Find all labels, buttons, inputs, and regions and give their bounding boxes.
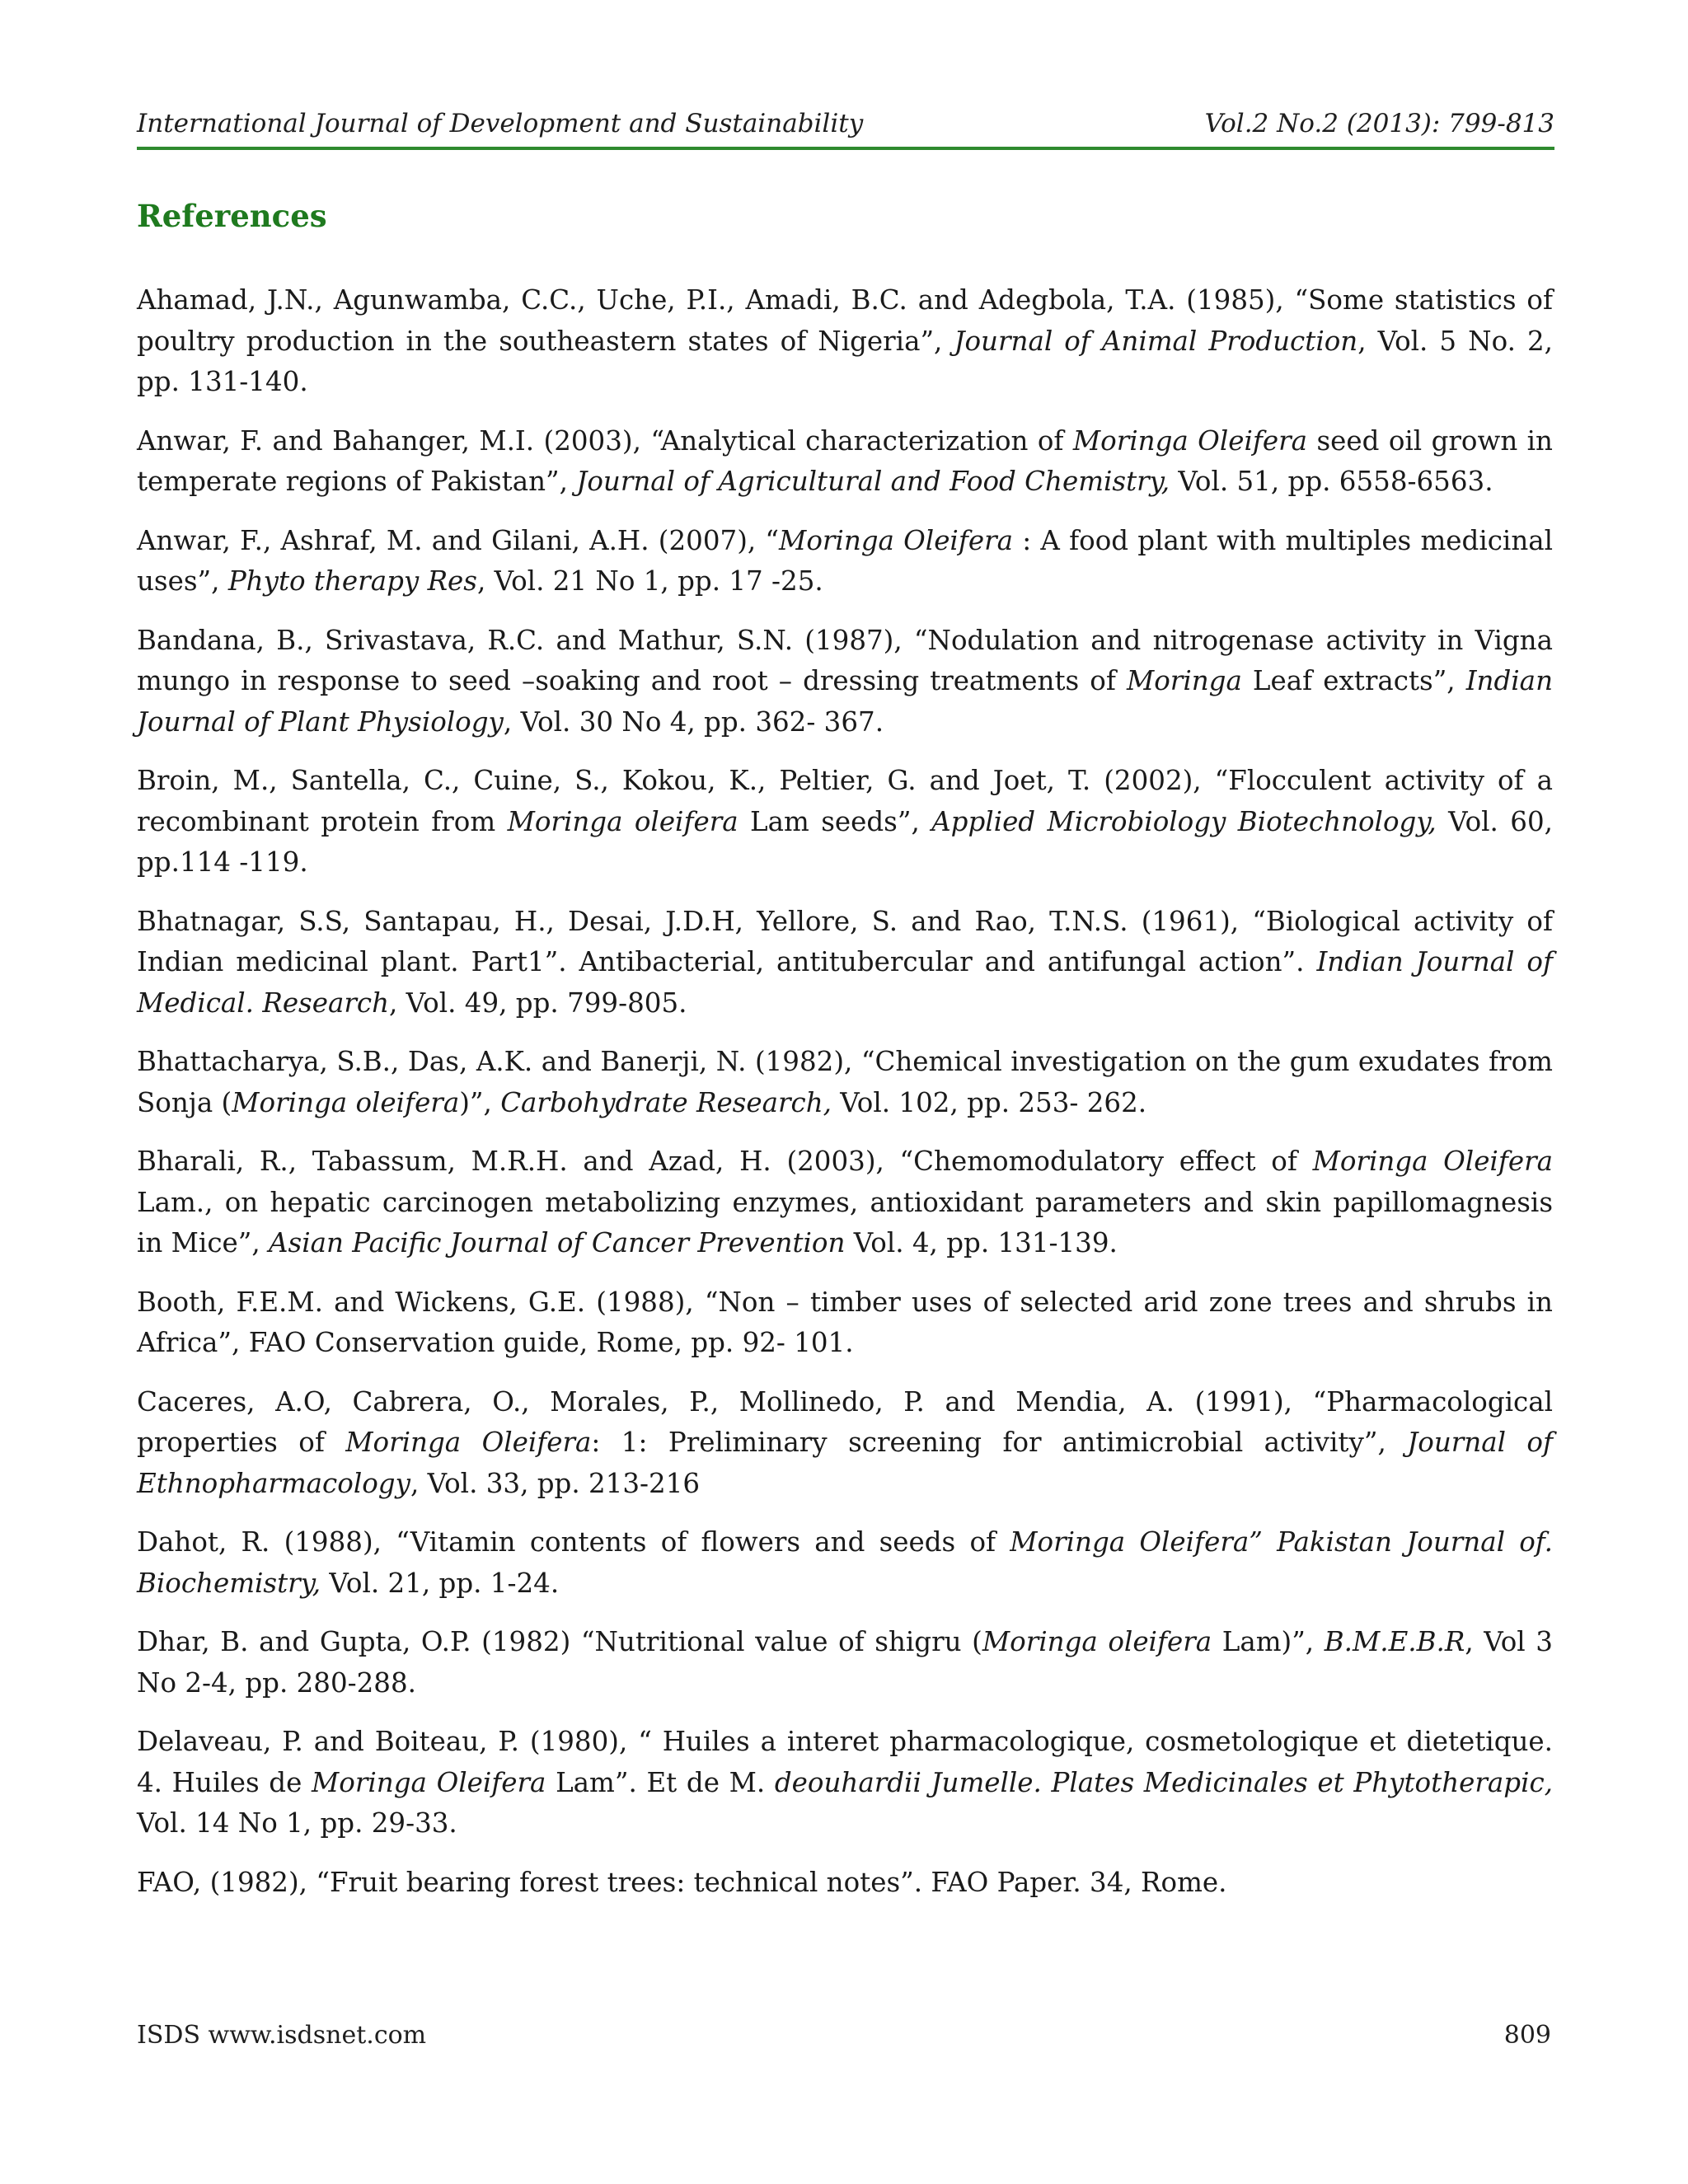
volume-info: Vol.2 No.2 (2013): 799-813 <box>1204 109 1554 138</box>
reference-text: Vol. 51, pp. 6558-6563. <box>1170 466 1493 497</box>
reference-text: , Vol. 30 No 4, pp. 362- 367. <box>503 705 884 738</box>
reference-entry <box>137 1863 1553 1904</box>
reference-text: Vol. 4, pp. 131-139. <box>845 1227 1118 1258</box>
reference-text: , Vol. 21 No 1, pp. 17 -25. <box>476 565 823 597</box>
reference-italic-text: Journal of Ethnopharmacology <box>137 1427 1553 1499</box>
reference-text: , Vol. 49, pp. 799-805. <box>389 987 687 1019</box>
reference-text: , Vol. 33, pp. 213-216 <box>410 1467 701 1499</box>
reference-list <box>137 280 1553 1921</box>
reference-entry <box>137 1382 1553 1505</box>
reference-italic-text: Moringa Oleifera <box>1072 424 1308 457</box>
reference-text: Delaveau, P. and Boiteau, P. (1980), “ Huiles a interet pharmacologique, cosmetologique et dietetique. 4. Huiles de <box>137 1726 1553 1798</box>
journal-title: International Journal of Development and Sustainability <box>137 109 864 138</box>
reference-text: Leaf extracts”, <box>1241 665 1466 696</box>
reference-entry <box>137 902 1553 1024</box>
reference-text: Anwar, F., Ashraf, M. and Gilani, A.H. (2007), “ <box>137 524 780 556</box>
reference-entry <box>137 421 1553 503</box>
reference-text: Ahamad, J.N., Agunwamba, C.C., Uche, P.I., Amadi, B.C. and Adegbola, T.A. (1985), “Some statistics of poultry production in the southeastern states of Nigeria”, <box>137 284 1553 357</box>
reference-text: Vol. 14 No 1, pp. 29-33. <box>137 1807 457 1839</box>
reference-text: Bandana, B., Srivastava, R.C. and Mathur, S.N. (1987), “Nodulation and nitrogenase activity in Vigna mungo in response to seed –soaking and root – dressing treatments of <box>137 624 1553 696</box>
reference-text: Caceres, A.O, Cabrera, O., Morales, P., Mollinedo, P. and Mendia, A. (1991), “Pharmacological properties of <box>137 1385 1553 1458</box>
reference-entry <box>137 1282 1553 1364</box>
reference-text: FAO, (1982), “Fruit bearing forest trees: technical notes”. FAO Paper. 34, Rome. <box>137 1866 1227 1898</box>
reference-text: Broin, M., Santella, C., Cuine, S., Kokou, K., Peltier, G. and Joet, T. (2002), “Flocculent activity of a recombinant protein from <box>137 765 1553 837</box>
reference-italic-text: Asian Pacific Journal of Cancer Prevention <box>269 1227 846 1258</box>
reference-entry <box>137 621 1553 743</box>
reference-italic-text: B.M.E.B.R <box>1324 1626 1465 1657</box>
reference-text: Bhattacharya, S.B., Das, A.K. and Banerji, N. (1982), “Chemical investigation on the gum exudates from Sonja ( <box>137 1046 1553 1118</box>
reference-text: , Vol. 5 No. 2, pp. 131-140. <box>137 325 1553 397</box>
reference-text: : A food plant with multiples medicinal uses”, <box>137 524 1554 597</box>
running-footer <box>137 2021 1551 2050</box>
reference-text: Bharali, R., Tabassum, M.R.H. and Azad, H. (2003), “Chemomodulatory effect of <box>137 1146 1313 1177</box>
reference-italic-text: Moringa oleifera <box>982 1626 1212 1657</box>
reference-italic-text: Moringa Oleifera <box>312 1766 546 1798</box>
reference-italic-text: Moringa Oleifera” Pakistan Journal of. Biochemistry, <box>137 1526 1553 1599</box>
reference-italic-text: Moringa Oleifera <box>345 1427 592 1458</box>
reference-italic-text: deouhardii Jumelle. Plates Medicinales et Phytotherapic, <box>774 1766 1553 1798</box>
reference-text: Lam)”, <box>1212 1626 1325 1657</box>
reference-entry <box>137 1042 1553 1123</box>
publisher-website: ISDS www.isdsnet.com <box>137 2021 427 2050</box>
reference-entry <box>137 761 1553 883</box>
reference-italic-text: Moringa Oleifera <box>1312 1146 1554 1177</box>
running-header <box>137 97 1554 138</box>
reference-italic-text: Moringa <box>1126 665 1242 696</box>
reference-italic-text: Journal of Animal Production <box>954 325 1358 357</box>
reference-entry <box>137 280 1553 403</box>
reference-italic-text: Applied Microbiology Biotechnology, <box>931 805 1437 837</box>
reference-text: : 1: Preliminary screening for antimicrobial activity”, <box>591 1427 1408 1458</box>
reference-text: Anwar, F. and Bahanger, M.I. (2003), “Analytical characterization of <box>137 424 1073 457</box>
reference-italic-text: Moringa oleifera <box>232 1086 460 1118</box>
reference-italic-text: Indian Journal of Plant Physiology <box>137 665 1553 738</box>
reference-text: Dhar, B. and Gupta, O.P. (1982) “Nutritional value of shigru ( <box>137 1626 982 1657</box>
reference-entry <box>137 521 1553 602</box>
reference-text: Bhatnagar, S.S, Santapau, H., Desai, J.D.H, Yellore, S. and Rao, T.N.S. (1961), “Biological activity of Indian medicinal plant. Part1”. Antibacterial, antitubercular and antifungal action”. <box>137 905 1553 977</box>
reference-italic-text: Carbohydrate Research, <box>500 1086 832 1118</box>
header-divider <box>137 147 1554 150</box>
reference-text: )”, <box>459 1086 501 1118</box>
reference-entry <box>137 1522 1553 1604</box>
page-number: 809 <box>1503 2021 1551 2050</box>
reference-text: , Vol 3 No 2-4, pp. 280-288. <box>137 1626 1553 1699</box>
reference-text: Lam., on hepatic carcinogen metabolizing enzymes, antioxidant parameters and skin papillomagnesis in Mice”, <box>137 1186 1553 1258</box>
reference-italic-text: Journal of Agricultural and Food Chemistry, <box>576 466 1170 497</box>
reference-italic-text: Phyto therapy Res <box>227 565 477 597</box>
reference-text: Booth, F.E.M. and Wickens, G.E. (1988), “Non – timber uses of selected arid zone trees and shrubs in Africa”, FAO Conservation guide, Rome, pp. 92- 101. <box>137 1286 1553 1358</box>
reference-italic-text: Indian Journal of Medical. Research <box>137 946 1553 1019</box>
reference-entry <box>137 1722 1553 1844</box>
reference-text: Dahot, R. (1988), “Vitamin contents of flowers and seeds of <box>137 1526 1010 1558</box>
reference-text: Vol. 60, pp.114 -119. <box>137 805 1553 878</box>
reference-entry <box>137 1622 1553 1704</box>
section-title: References <box>137 198 327 234</box>
reference-italic-text: Moringa oleifera <box>507 805 738 837</box>
reference-text: seed oil grown in temperate regions of Pakistan”, <box>137 424 1553 497</box>
reference-text: Vol. 21, pp. 1-24. <box>321 1567 560 1599</box>
reference-entry <box>137 1141 1553 1264</box>
reference-text: Lam”. Et de M. <box>546 1766 775 1798</box>
reference-text: Lam seeds”, <box>738 805 932 837</box>
reference-text: Vol. 102, pp. 253- 262. <box>831 1086 1147 1118</box>
reference-italic-text: Moringa Oleifera <box>779 524 1014 556</box>
